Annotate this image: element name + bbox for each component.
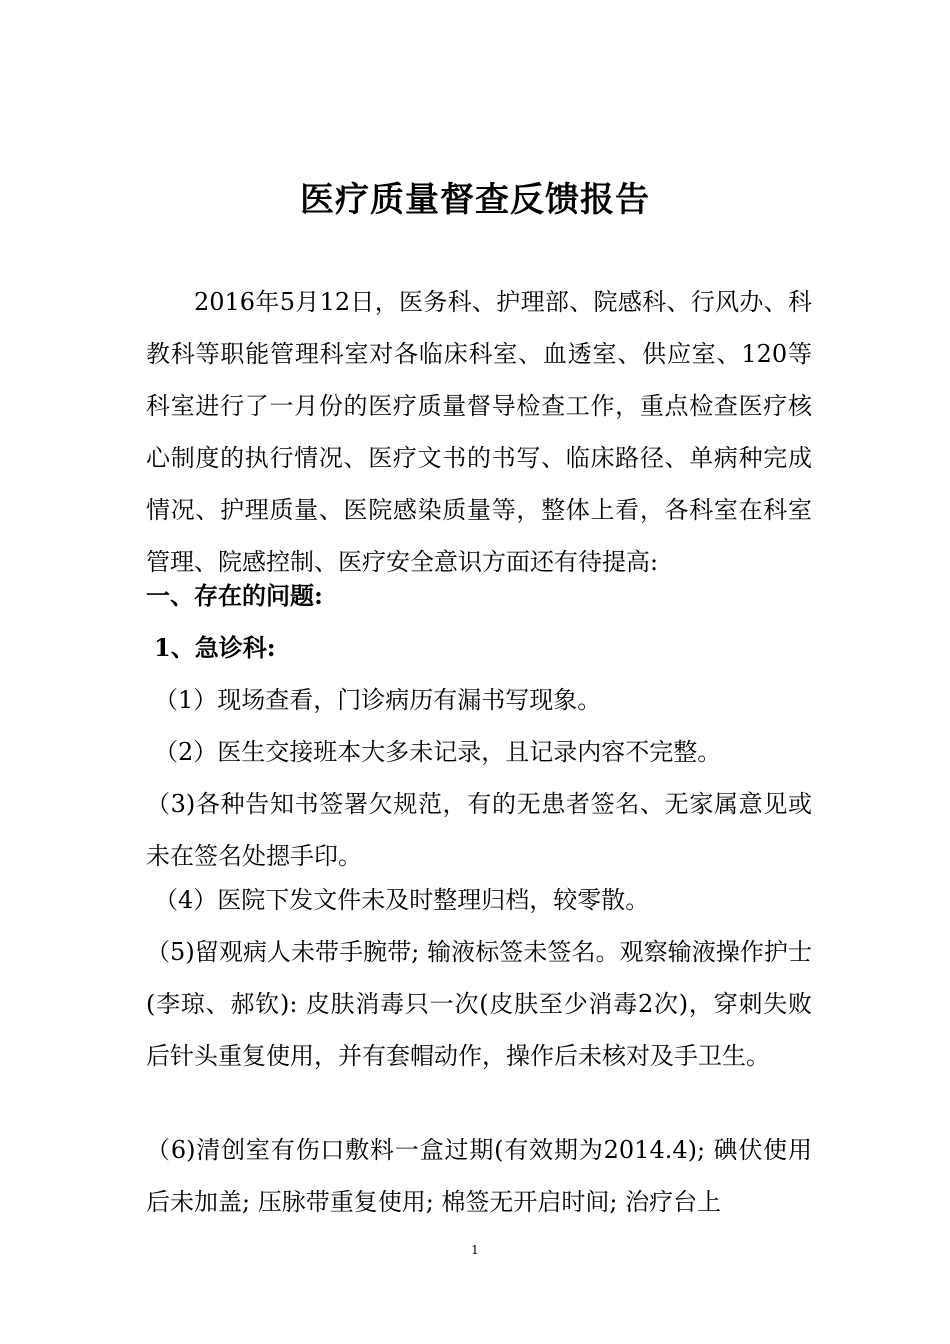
subsection-heading: 1、急诊科:: [154, 633, 276, 662]
list-item: （1）现场查看，门诊病历有漏书写现象。: [154, 686, 602, 714]
list-item: （2）医生交接班本大多未记录，且记录内容不完整。: [154, 738, 722, 766]
page-number: 1: [471, 1243, 479, 1257]
section-heading: 一、存在的问题:: [146, 581, 323, 610]
document-title: 医疗质量督查反馈报告: [300, 180, 650, 220]
list-item: （6)清创室有伤口敷料一盒过期(有效期为2014.4); 碘伏使用后未加盖; 压脉带重复使用; 棉签无开启时间; 治疗台上: [146, 1136, 812, 1216]
list-item: （4）医院下发文件未及时整理归档，较零散。: [154, 886, 650, 914]
intro-paragraph: 2016年5月12日，医务科、护理部、院感科、行风办、科教科等职能管理科室对各临床科室、血透室、供应室、120等科室进行了一月份的医疗质量督导检查工作，重点检查医疗核心制度的执行情况、医疗文书的书写、临床路径、单病种完成情况、护理质量、医院感染质量等，整体上看，各科室在科室管理、院感控制、医疗安全意识方面还有待提高:: [146, 288, 812, 576]
list-item: （3)各种告知书签署欠规范，有的无患者签名、无家属意见或未在签名处摁手印。: [146, 790, 812, 870]
list-item: （5)留观病人未带手腕带; 输液标签未签名。观察输液操作护士(李琼、郝钦): 皮肤消毒只一次(皮肤至少消毒2次)，穿刺失败后针头重复使用，并有套帽动作，操作后未核对及手卫生。: [146, 938, 812, 1070]
